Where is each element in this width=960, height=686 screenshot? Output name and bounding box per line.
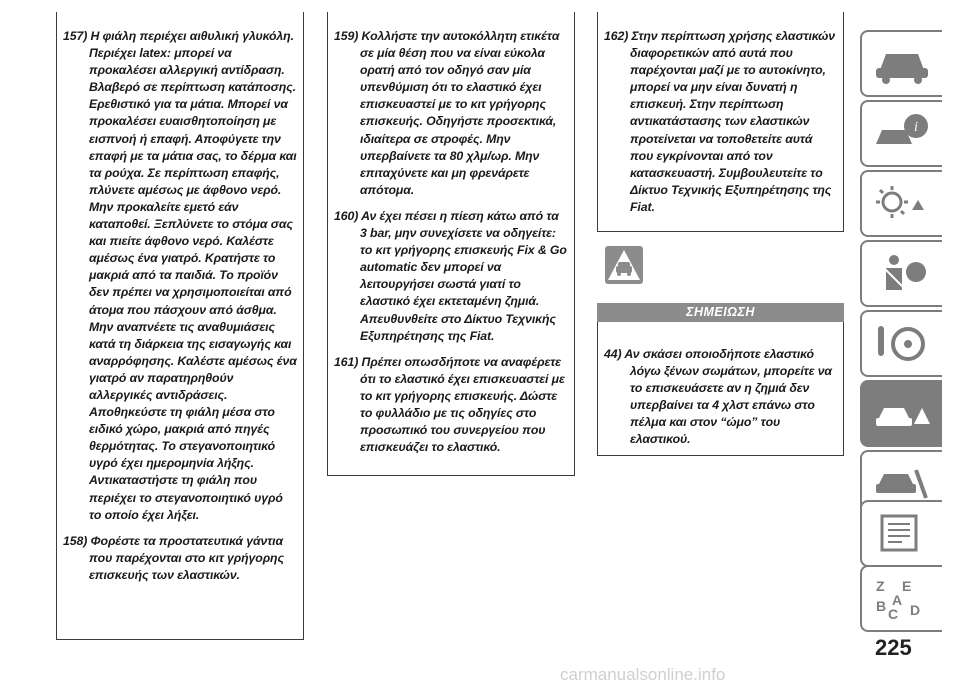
note-159: 159) Κολλήστε την αυτοκόλλητη ετικέτα σε μία θέση που να είναι εύκολα ορατή από τον οδηγό σαν μία υπενθύμιση ότι το ελαστικό έχει επισκευαστεί με το κιτ γρήγορης επισκευής. Οδηγήστε προσεκτικά, ιδιαίτερα σε στροφές. Μην υπερβαίνετε τα 80 χλμ/ωρ. Μην επιταχύνετε και μη φρενάρετε απότομα. xyxy=(334,29,560,197)
technical-data-icon xyxy=(872,510,932,558)
svg-text:C: C xyxy=(888,606,899,622)
steering-wheel-icon xyxy=(872,320,932,368)
car-skid-warning-icon xyxy=(605,246,643,284)
rail-tab-steering-wheel[interactable] xyxy=(860,310,942,377)
car-info-icon xyxy=(872,110,932,158)
note-157: 157) Η φιάλη περιέχει αιθυλική γλυκόλη. Περιέχει latex: μπορεί να προκαλέσει αλλεργική αντίδραση. Βλαβερό σε περίπτωση κατάποσης. Ερεθιστικό για τα μάτια. Μπορεί να προκαλέσει ευαισθητοποίηση με εισπνοή ή επαφή. Αποφύγετε την επαφή με τα μάτια σας, το δέρμα και τα ρούχα. Σε περίπτωση επαφής, πλύνετε αμέσως με άφθονο νερό. Μην προκαλείτε εμετό εάν καταποθεί. Ξεπλύνετε το στόμα σας και πιείτε άφθονο νερό. Καλέστε αμέσως ένα γιατρό. Κρατήστε το μακριά από τα παιδιά. Το προϊόν δεν πρέπει να χρησιμοποιείται από άτομα που πάσχουν από άσθμα. Μην αναπνέετε τις αναθυμιάσεις κατά τη διάρκεια της εισαγωγής και αναρρόφησης. Καλέστε αμέσως ένα γιατρό αν παρατηρηθούν αλλεργικές αντιδράσεις. Αποθηκεύστε τη φιάλη μέσα στο ειδικό χώρο, μακριά από πηγές θερμότητας. Το στεγανοποιητικό υγρό έχει ημερομηνία λήξης. Αντικαταστήστε τη φιάλη που περιέχει το στεγανοποιητικό υγρό το οποίο έχει λήξει. xyxy=(63,29,297,522)
svg-text:D: D xyxy=(910,602,921,618)
note-header: ΣΗΜΕΙΩΣΗ xyxy=(597,303,844,322)
watermark: carmanualsonline.info xyxy=(560,665,726,684)
note-162: 162) Στην περίπτωση χρήσης ελαστικών διαφορετικών από αυτά που παρέχονται μαζί με το αυτοκίνητο, μπορεί να μην είναι δυνατή η επισκευή. Στην περίπτωση αντικατάστασης των ελαστικών προτείνεται να τοποθετείτε αυτά που εγκρίνονται από τον κατασκευαστή. Συμβουλευτείτε το Δίκτυο Τεχνικής Εξυπηρέτησης της Fiat. xyxy=(604,29,836,214)
rail-tab-technical-data[interactable] xyxy=(860,500,942,567)
rail-tab-seatbelt-airbag[interactable] xyxy=(860,240,942,307)
seatbelt-airbag-icon xyxy=(872,250,932,298)
page-number: 225 xyxy=(875,635,912,660)
svg-text:E: E xyxy=(902,578,912,594)
rail-tab-car-dashboard[interactable] xyxy=(860,30,942,97)
car-breakdown-icon xyxy=(872,390,932,438)
rail-tab-warning-lights[interactable] xyxy=(860,170,942,237)
column-2 xyxy=(327,12,575,476)
column-4 xyxy=(597,322,844,456)
column-1 xyxy=(56,12,304,640)
rail-tab-car-info[interactable] xyxy=(860,100,942,167)
svg-text:A: A xyxy=(892,592,903,608)
note-161: 161) Πρέπει οπωσδήποτε να αναφέρετε ότι το ελαστικό έχει επισκευαστεί με το κιτ γρήγορης επισκευής. Δώστε το φυλλάδιο με τις οδηγίες στο προσωπικό του συνεργείου που επισκευάζει το ελαστικό. xyxy=(334,354,565,455)
rail-tab-index[interactable] xyxy=(860,565,942,632)
note-44: 44) Αν σκάσει οποιοδήποτε ελαστικό λόγω ξένων σωμάτων, μπορείτε να το επισκευάσετε αν η ζημιά δεν υπερβαίνει τα 4 χλστ επάνω στο πέλμα και στον “ώμο” του ελαστικού. xyxy=(604,347,832,447)
warning-lights-icon xyxy=(872,180,932,228)
car-dashboard-icon xyxy=(872,40,932,88)
svg-text:i: i xyxy=(914,120,918,135)
svg-text:B: B xyxy=(876,598,887,614)
note-160: 160) Αν έχει πέσει η πίεση κάτω από τα 3 bar, μην συνεχίσετε να οδηγείτε: το κιτ γρήγορης επισκευής Fix & Go automatic δεν μπορεί να λειτουργήσει σωστά γιατί το ελαστικό έχει εκτεταμένη ζημιά. Απευθυνθείτε στο Δίκτυο Τεχνικής Εξυπηρέτησης της Fiat. xyxy=(334,208,567,343)
rail-tab-car-breakdown[interactable] xyxy=(860,380,942,447)
index-icon xyxy=(872,575,932,623)
column-3 xyxy=(597,12,844,232)
svg-text:Z: Z xyxy=(876,578,885,594)
note-158: 158) Φορέστε τα προστατευτικά γάντια που παρέχονται στο κιτ γρήγορης επισκευής των ελαστικών. xyxy=(63,533,284,582)
